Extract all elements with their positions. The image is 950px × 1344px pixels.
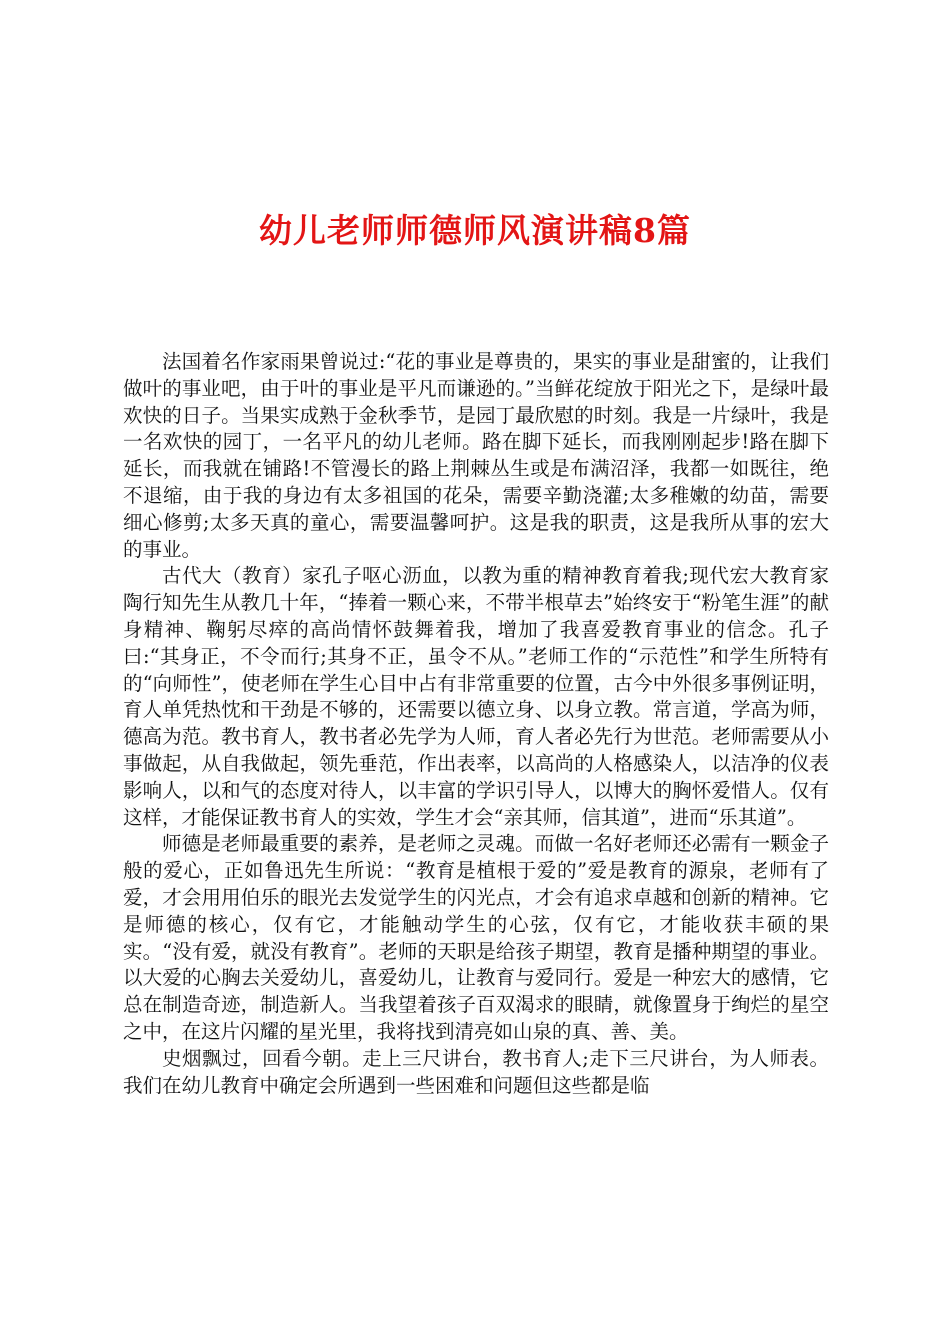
paragraph-2: 古代大（教育）家孔子呕心沥血，以教为重的精神教育着我;现代宏大教育家陶行知先生从教几十年，“捧着一颗心来，不带半根草去”始终安于“粉笔生涯”的献身精神、鞠躬尽瘁的高尚情怀鼓舞着我，增加了我喜爱教育事业的信念。孔子曰:“其身正，不令而行;其身不正，虽令不从。”老师工作的“示范性”和学生所特有的“向师性”，使老师在学生心目中占有非常重要的位置，古今中外很多事例证明，育人单凭热忱和干劲是不够的，还需要以德立身、以身立教。常言道，学高为师，德高为范。教书育人，教书者必先学为人师，育人者必先行为世范。老师需要从小事做起，从自我做起，领先垂范，作出表率，以高尚的人格感染人，以洁净的仪表影响人，以和气的态度对待人，以丰富的学识引导人，以博大的胸怀爱惜人。仅有这样，才能保证教书育人的实效，学生才会“亲其师，信其道”，进而“乐其道”。: [123, 564, 829, 829]
document-body: [123, 349, 829, 1099]
paragraph-3: 师德是老师最重要的素养，是老师之灵魂。而做一名好老师还必需有一颗金子般的爱心，正如鲁迅先生所说：“教育是植根于爱的”爱是教育的源泉，老师有了爱，才会用用伯乐的眼光去发觉学生的闪光点，才会有追求卓越和创新的精神。它是师德的核心，仅有它，才能触动学生的心弦，仅有它，才能收获丰硕的果实。“没有爱，就没有教育”。老师的天职是给孩子期望，教育是播种期望的事业。以大爱的心胸去关爱幼儿，喜爱幼儿，让教育与爱同行。爱是一种宏大的感情，它总在制造奇迹，制造新人。当我望着孩子百双渴求的眼睛，就像置身于绚烂的星空之中，在这片闪耀的星光里，我将找到清亮如山泉的真、善、美。: [123, 832, 829, 1043]
paragraph-4: 史烟飘过，回看今朝。走上三尺讲台，教书育人;走下三尺讲台，为人师表。我们在幼儿教育中确定会所遇到一些困难和问题但这些都是临: [123, 1046, 829, 1097]
paragraph-1: 法国着名作家雨果曾说过:“花的事业是尊贵的，果实的事业是甜蜜的，让我们做叶的事业吧，由于叶的事业是平凡而谦逊的。”当鲜花绽放于阳光之下，是绿叶最欢快的日子。当果实成熟于金秋季节，是园丁最欣慰的时刻。我是一片绿叶，我是一名欢快的园丁，一名平凡的幼儿老师。路在脚下延长，而我刚刚起步!路在脚下延长，而我就在铺路!不管漫长的路上荆棘丛生或是布满沼泽，我都一如既往，绝不退缩，由于我的身边有太多祖国的花朵，需要辛勤浇灌;太多稚嫩的幼苗，需要细心修剪;太多天真的童心，需要温馨呵护。这是我的职责，这是我所从事的宏大的事业。: [123, 350, 829, 561]
document-title: 幼儿老师师德师风演讲稿8篇: [259, 211, 691, 250]
